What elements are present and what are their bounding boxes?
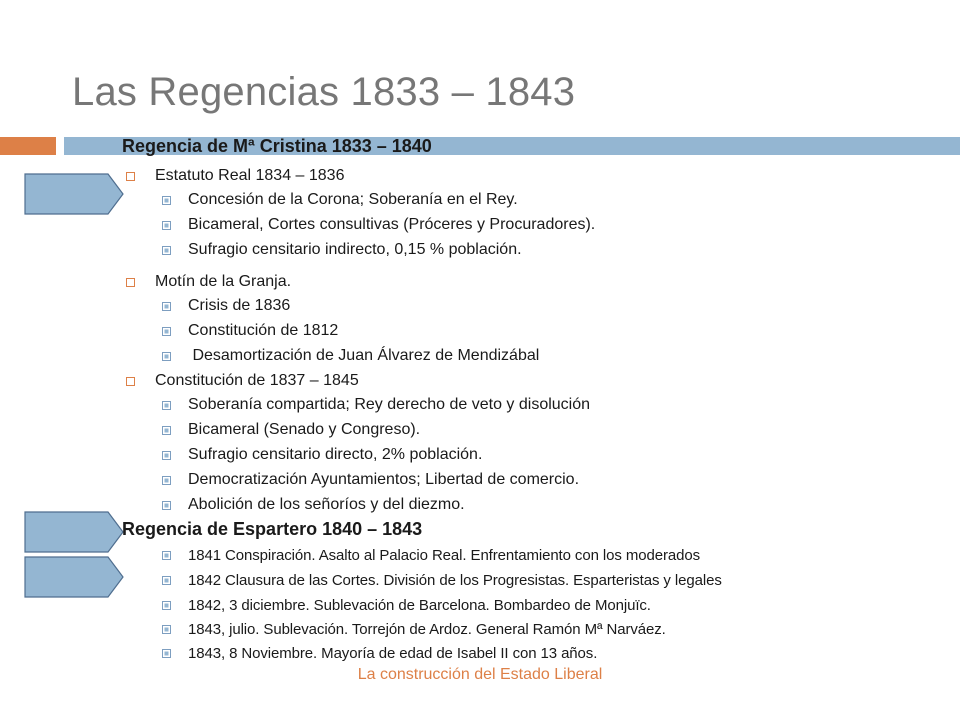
list-item: Sufragio censitario indirecto, 0,15 % población. — [162, 241, 522, 259]
list-item: Crisis de 1836 — [162, 297, 290, 315]
filled-square-bullet-icon — [162, 649, 171, 658]
filled-square-bullet-icon — [162, 302, 171, 311]
slide-title: Las Regencias 1833 – 1843 — [72, 70, 576, 114]
filled-square-bullet-icon — [162, 196, 171, 205]
section-heading-cristina: Regencia de Mª Cristina 1833 – 1840 — [122, 136, 432, 156]
arrow-link-1[interactable] — [24, 173, 124, 215]
filled-square-bullet-icon — [162, 551, 171, 560]
list-item: Bicameral, Cortes consultivas (Próceres y Procuradores). — [162, 216, 595, 234]
filled-square-bullet-icon — [162, 576, 171, 585]
list-item: Concesión de la Corona; Soberanía en el Rey. — [162, 191, 518, 209]
filled-square-bullet-icon — [162, 476, 171, 485]
filled-square-bullet-icon — [162, 246, 171, 255]
filled-square-bullet-icon — [162, 327, 171, 336]
list-item: Estatuto Real 1834 – 1836 — [126, 167, 344, 185]
list-item: 1842 Clausura de las Cortes. División de los Progresistas. Esparteristas y legales — [162, 572, 722, 589]
list-item: 1843, julio. Sublevación. Torrejón de Ardoz. General Ramón Mª Narváez. — [162, 621, 666, 638]
filled-square-bullet-icon — [162, 426, 171, 435]
list-item: Abolición de los señoríos y del diezmo. — [162, 496, 465, 514]
list-item: Constitución de 1812 — [162, 322, 338, 340]
list-item: Democratización Ayuntamientos; Libertad de comercio. — [162, 471, 579, 489]
list-item: 1842, 3 diciembre. Sublevación de Barcelona. Bombardeo de Monjuïc. — [162, 597, 651, 614]
list-item: Bicameral (Senado y Congreso). — [162, 421, 420, 439]
filled-square-bullet-icon — [162, 401, 171, 410]
arrow-link-2[interactable] — [24, 511, 124, 553]
section-heading-espartero: Regencia de Espartero 1840 – 1843 — [122, 519, 423, 539]
list-item: Soberanía compartida; Rey derecho de veto y disolución — [162, 396, 590, 414]
list-item: Constitución de 1837 – 1845 — [126, 372, 359, 390]
filled-square-bullet-icon — [162, 501, 171, 510]
filled-square-bullet-icon — [162, 625, 171, 634]
accent-bar-orange — [0, 137, 56, 155]
hollow-square-bullet-icon — [126, 278, 135, 287]
filled-square-bullet-icon — [162, 601, 171, 610]
list-item: Motín de la Granja. — [126, 273, 291, 291]
slide-footer: La construcción del Estado Liberal — [357, 666, 603, 683]
filled-square-bullet-icon — [162, 451, 171, 460]
hollow-square-bullet-icon — [126, 377, 135, 386]
list-item: 1843, 8 Noviembre. Mayoría de edad de Isabel II con 13 años. — [162, 645, 597, 662]
list-item: Desamortización de Juan Álvarez de Mendizábal — [162, 347, 539, 365]
filled-square-bullet-icon — [162, 352, 171, 361]
list-item: 1841 Conspiración. Asalto al Palacio Real. Enfrentamiento con los moderados — [162, 547, 700, 564]
filled-square-bullet-icon — [162, 221, 171, 230]
hollow-square-bullet-icon — [126, 172, 135, 181]
arrow-link-3[interactable] — [24, 556, 124, 598]
list-item: Sufragio censitario directo, 2% población. — [162, 446, 482, 464]
